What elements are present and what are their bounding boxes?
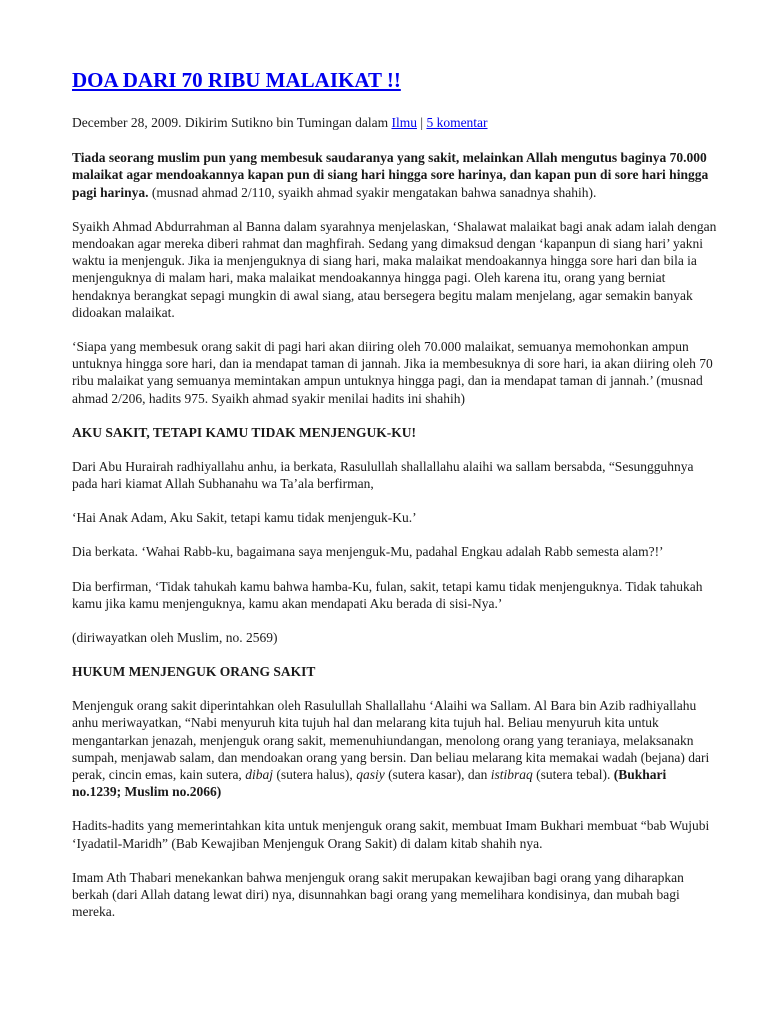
category-link[interactable]: Ilmu [391,115,417,131]
meta-separator: | [416,115,427,131]
blog-post [72,68,718,920]
term-dibaj: dibaj [245,767,273,783]
section-heading-hukum: HUKUM MENJENGUK ORANG SAKIT [72,664,316,680]
paragraph-hukum [72,697,718,800]
section-heading-aku-sakit: AKU SAKIT, TETAPI KAMU TIDAK MENJENGUK-KU! [72,424,417,440]
term-qasiy: qasiy [356,767,385,783]
post-title-link[interactable]: DOA DARI 70 RIBU MALAIKAT !! [72,68,401,92]
paragraph-dia-berkata: Dia berkata. ‘Wahai Rabb-ku, bagaimana saya menjenguk-Mu, padahal Engkau adalah Rabb semesta alam?!’ [72,544,664,560]
paragraph-abu-hurairah: Dari Abu Hurairah radhiyallahu anhu, ia berkata, Rasulullah shallallahu alaihi wa sallam bersabda, “Sesungguhnya pada hari kiamat Allah Subhanahu wa Ta’ala berfirman, [72,458,694,492]
paragraph-explanation: Syaikh Ahmad Abdurrahman al Banna dalam syarahnya menjelaskan, ‘Shalawat malaikat bagi anak adam ialah dengan mendoakan agar mereka diberi rahmat dan maghfirah. Sedang yang dimaksud dengan ‘kapanpun di siang hari’ yakni waktu ia menjenguk. Jika ia menjenguknya di siang hari, maka malaikat mendoakannya hingga sore hari dan bila ia menjenguknya di malam hari, maka malaikat mendoakannya hingga pagi. Oleh karena itu, orang yang berniat hendaknya berangkat sepagi mungkin di awal siang, atau bersegera begitu malam menjelang, agar semakin banyak didoakan malaikat. [72,218,717,320]
paragraph-hadith-morning: ‘Siapa yang membesuk orang sakit di pagi hari akan diiring oleh 70.000 malaikat, semuanya memohonkan ampun untuknya hingga sore hari, dan ia mendapat taman di jannah. Jika ia membesuknya di sore hari, ia akan diiring oleh 70 ribu malaikat yang semuanya memintakan ampun untuknya hingga pagi, dan ia mendapat taman di jannah.’ (musnad ahmad 2/206, hadits 975. Syaikh ahmad syakir menilai hadits ini shahih) [72,339,713,406]
hukum-text-b: (sutera halus), [272,767,357,783]
paragraph-muslim-citation: (diriwayatkan oleh Muslim, no. 2569) [72,630,278,646]
post-date-author: December 28, 2009. Dikirim Sutikno bin Tumingan dalam [72,115,392,131]
intro-citation: (musnad ahmad 2/110, syaikh ahmad syakir mengatakan bahwa sanadnya shahih). [148,184,597,200]
post-title [72,68,718,93]
hukum-citation: (Bukhari no.1239; Muslim no.2066) [72,767,667,800]
term-istibraq: istibraq [490,767,533,783]
intro-paragraph [72,149,718,201]
comments-link[interactable]: 5 komentar [426,115,488,131]
hukum-text-c: (sutera kasar), dan [384,767,491,783]
paragraph-thabari: Imam Ath Thabari menekankan bahwa menjenguk orang sakit merupakan kewajiban bagi orang yang diharapkan berkah (dari Allah datang lewat diri) nya, disunnahkan bagi orang yang memelihara kondisinya, dan mubah bagi mereka. [72,869,684,920]
paragraph-dia-berfirman: Dia berfirman, ‘Tidak tahukah kamu bahwa hamba-Ku, fulan, sakit, tetapi kamu tidak menjenguknya. Tidak tahukah kamu jika kamu menjenguknya, kamu akan mendapati Aku berada di sisi-Nya.’ [72,578,703,611]
hukum-text-a: Menjenguk orang sakit diperintahkan oleh Rasulullah Shallallahu ‘Alaihi wa Sallam. Al Bara bin Azib radhiyallahu anhu meriwayatkan, “Nabi menyuruh kita tujuh hal dan melarang kita tujuh hal. Beliau menyuruh kita untuk mengantarkan jenazah, menjenguk orang sakit, memenuhiundangan, menolong orang yang teraniaya, melaksanakn sumpah, menjawab salam, dan mendoakan orang yang bersin. Dan beliau melarang kita memakai wadah (bejana) dari perak, cincin emas, kain sutera, [72,698,710,783]
hukum-text-d: (sutera tebal). [532,767,614,783]
paragraph-anak-adam: ‘Hai Anak Adam, Aku Sakit, tetapi kamu tidak menjenguk-Ku.’ [72,510,417,526]
paragraph-bukhari-bab: Hadits-hadits yang memerintahkan kita untuk menjenguk orang sakit, membuat Imam Bukhari membuat “bab Wujubi ‘Iyadatil-Maridh” (Bab Kewajiban Menjenguk Orang Sakit) di dalam kitab shahih nya. [72,818,710,851]
post-meta [72,114,718,131]
intro-bold-text: Tiada seorang muslim pun yang membesuk saudaranya yang sakit, melainkan Allah mengutus baginya 70.000 malaikat agar mendoakannya kapan pun di siang hari hingga sore harinya, dan kapan pun di sore hari hingga pagi harinya. [72,150,709,200]
